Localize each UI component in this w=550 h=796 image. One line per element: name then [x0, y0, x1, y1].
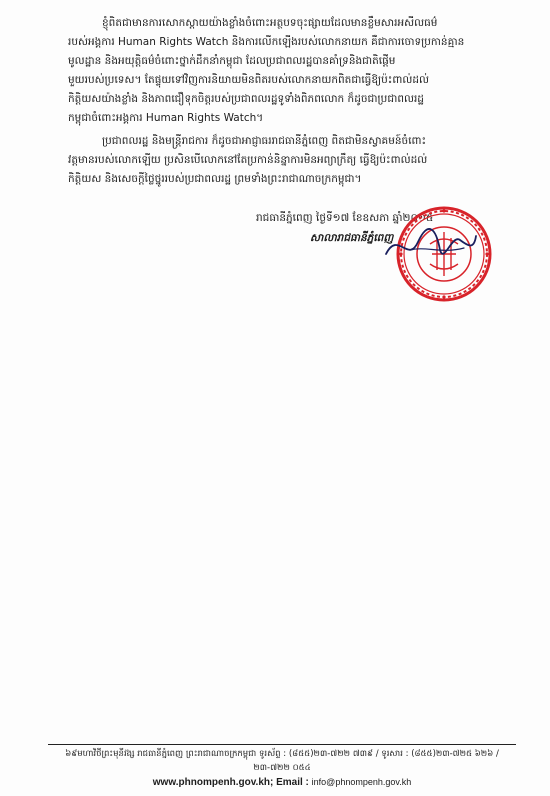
paragraph-line: ខ្ញុំពិតជាមានការសោកស្តាយយ៉ាងខ្លាំងចំពោះអត្ថបទចុះផ្សាយដែលមានខ្លឹមសារអសីលធម៌ [102, 17, 438, 29]
paragraph-line: របស់អង្គការ Human Rights Watch និងការលើកឡើងរបស់លោកនាយក គឺជាការចោទប្រកាន់គ្មាន [68, 36, 465, 48]
paragraph-line: ប្រជាពលរដ្ឋ និងមន្ត្រីរាជការ ក៏ដូចជាអាជ្ញាធររាជធានីភ្នំពេញ ពិតជាមិនស្វាគមន៍ចំពោះ [102, 135, 427, 147]
paragraph-line: កម្ពុជាចំពោះអង្គការ Human Rights Watch។ [68, 112, 264, 124]
letterhead-footer [48, 744, 516, 790]
paragraph-2 [68, 132, 520, 189]
footer-contact [48, 775, 516, 790]
letter-body [68, 14, 520, 193]
date-line: រាជធានីភ្នំពេញ ថ្ងៃទី១៧ ខែឧសភា ឆ្នាំ២០១៥ [256, 212, 434, 224]
footer-email-label: ; Email : [269, 777, 312, 788]
paragraph-line: កិត្តិយស និងសេចក្តីថ្លៃថ្នូររបស់ប្រជាពលរដ្ឋ ព្រមទាំងព្រះរាជាណាចក្រកម្ពុជា។ [68, 173, 362, 185]
paragraph-line: កិត្តិយសយ៉ាងខ្លាំង និងភាពជឿទុកចិត្តរបស់ប្រជាពលរដ្ឋទូទាំងពិភពលោក ក៏ដូចជាប្រជាពលរដ្ឋ [68, 93, 424, 105]
handwritten-signature-icon [380, 220, 480, 270]
paragraph-1 [68, 14, 520, 128]
paragraph-line: មូលដ្ឋាន និងអយុត្តិធម៌ចំពោះថ្នាក់ដឹកនាំកម្ពុជា ដែលប្រជាពលរដ្ឋបានគាំទ្រនិងជាតិផ្តើម [68, 55, 396, 67]
footer-email[interactable]: info@phnompenh.gov.kh [311, 777, 412, 787]
footer-address: ៦៩មហាវិថីព្រះមុនីវង្ស រាជធានីភ្នំពេញ ព្រះរាជាណាចក្រកម្ពុជា ទូរស័ព្ទ : (៨៥៥)២៣-៧២២ ៧៣៩ / ទូរសារ : (៨៥៥)២៣-៧២៥ ៦២៦ / ២៣-៧២២ ០៥៤ [65, 749, 499, 773]
paragraph-line: មួយរបស់ប្រទេស។ តែផ្ទុយទៅវិញការនិយាយមិនពិតរបស់លោកនាយកពិតជាធ្វើឱ្យប៉ះពាល់ដល់ [68, 74, 430, 86]
paragraph-line: វត្តមានរបស់លោកឡើយ ប្រសិនបើលោកនៅតែប្រកាន់និន្នាការមិនអព្យាក្រឹត្យ ធ្វើឱ្យប៉ះពាល់ដល់ [68, 154, 428, 166]
issuing-office: សាលារាជធានីភ្នំពេញ [310, 232, 394, 244]
footer-website[interactable]: www.phnompenh.gov.kh [152, 777, 270, 788]
